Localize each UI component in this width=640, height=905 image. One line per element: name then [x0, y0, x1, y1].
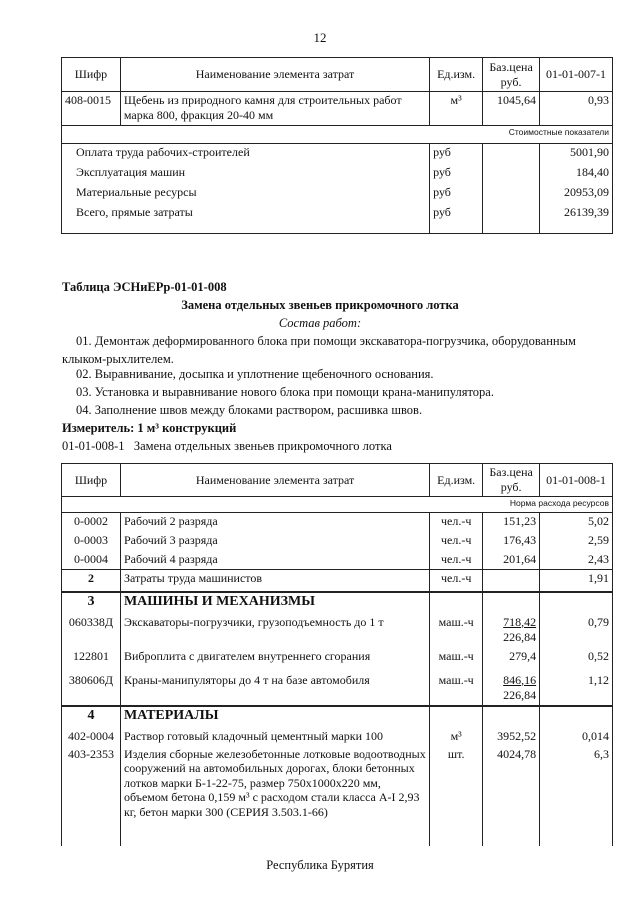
col-header-name: Наименование элемента затрат	[120, 58, 429, 92]
col-header-code: Шифр	[62, 58, 121, 92]
footer-region: Республика Бурятия	[266, 858, 374, 872]
col-header-name: Наименование элемента затрат	[120, 464, 429, 497]
table-title: Таблица ЭСНиЕРр-01-01-008	[62, 280, 227, 294]
table-row: 0-0004 Рабочий 4 разряда чел.-ч 201,64 2,43	[62, 551, 613, 570]
table-row: 0-0003 Рабочий 3 разряда чел.-ч 176,43 2,59	[62, 532, 613, 551]
table-row: 122801 Виброплита с двигателем внутреннего сгорания маш.-ч 279,4 0,52	[62, 648, 613, 672]
subheader-norm: Норма расхода ресурсов	[62, 497, 613, 513]
table-row: 408-0015 Щебень из природного камня для строительных работ марка 800, фракция 20-40 мм м³ 1045,64 0,93	[62, 92, 613, 126]
item-code: 01-01-008-1 Замена отдельных звеньев прикромочного лотка	[62, 439, 392, 453]
section-row-materials: 4 МАТЕРИАЛЫ	[62, 706, 613, 728]
section-row-machines: 3 МАШИНЫ И МЕХАНИЗМЫ	[62, 592, 613, 614]
cost-table-1	[61, 57, 613, 234]
meter: Измеритель: 1 м³ конструкций	[62, 421, 237, 435]
table-row: 403-2353 Изделия сборные железобетонные лотковые водоотводных сооружений на автомобильных дорогах, блоки бетонных лотков марки Б-1-22-75, размер 750х1000х220 мм, объемом бетона 0,159 м³ с расходом стали класса А-I 2,93 кг, бетон марки 300 (СЕРИЯ 3.503.1-66) шт. 4024,78 6,3	[62, 746, 613, 846]
resource-table	[61, 463, 613, 846]
work-item: 02. Выравнивание, досыпка и уплотнение щебеночного основания.	[76, 367, 434, 381]
page-number: 12	[313, 30, 327, 45]
work-item: 01. Демонтаж деформированного блока при помощи экскаватора-погрузчика, оборудованным клыком-рыхлителем.	[62, 334, 576, 366]
total-row: Материальные ресурсы руб 20953,09	[62, 184, 613, 204]
work-title: Состав работ:	[278, 316, 362, 330]
col-header-code: Шифр	[62, 464, 121, 497]
work-item: 03. Установка и выравнивание нового блока при помощи крана-манипулятора.	[76, 385, 494, 399]
col-header-unit: Ед.изм.	[430, 464, 483, 497]
total-row: Всего, прямые затраты руб 26139,39	[62, 204, 613, 234]
table-row: 060338Д Экскаваторы-погрузчики, грузоподъемность до 1 т маш.-ч 718,42 226,84 0,79	[62, 614, 613, 648]
section-heading: Замена отдельных звеньев прикромочного лотка	[181, 298, 459, 312]
table-row: 380606Д Краны-манипуляторы до 4 т на базе автомобиля маш.-ч 846,16 226,84 1,12	[62, 672, 613, 706]
total-row: Оплата труда рабочих-строителей руб 5001,90	[62, 144, 613, 164]
col-header-price: Баз.цена руб.	[483, 58, 540, 92]
col-header-ref: 01-01-007-1	[540, 58, 613, 92]
col-header-price: Баз.цена руб.	[483, 464, 540, 497]
total-row: Эксплуатация машин руб 184,40	[62, 164, 613, 184]
work-item: 04. Заполнение швов между блоками раствором, расшивка швов.	[76, 403, 423, 417]
table-row: 402-0004 Раствор готовый кладочный цементный марки 100 м³ 3952,52 0,014	[62, 728, 613, 746]
table-row: 0-0002 Рабочий 2 разряда чел.-ч 151,23 5,02	[62, 513, 613, 532]
table-row: 2 Затраты труда машинистов чел.-ч 1,91	[62, 570, 613, 592]
col-header-unit: Ед.изм.	[430, 58, 483, 92]
subheader-cost: Стоимостные показатели	[62, 126, 613, 144]
col-header-ref: 01-01-008-1	[540, 464, 613, 497]
